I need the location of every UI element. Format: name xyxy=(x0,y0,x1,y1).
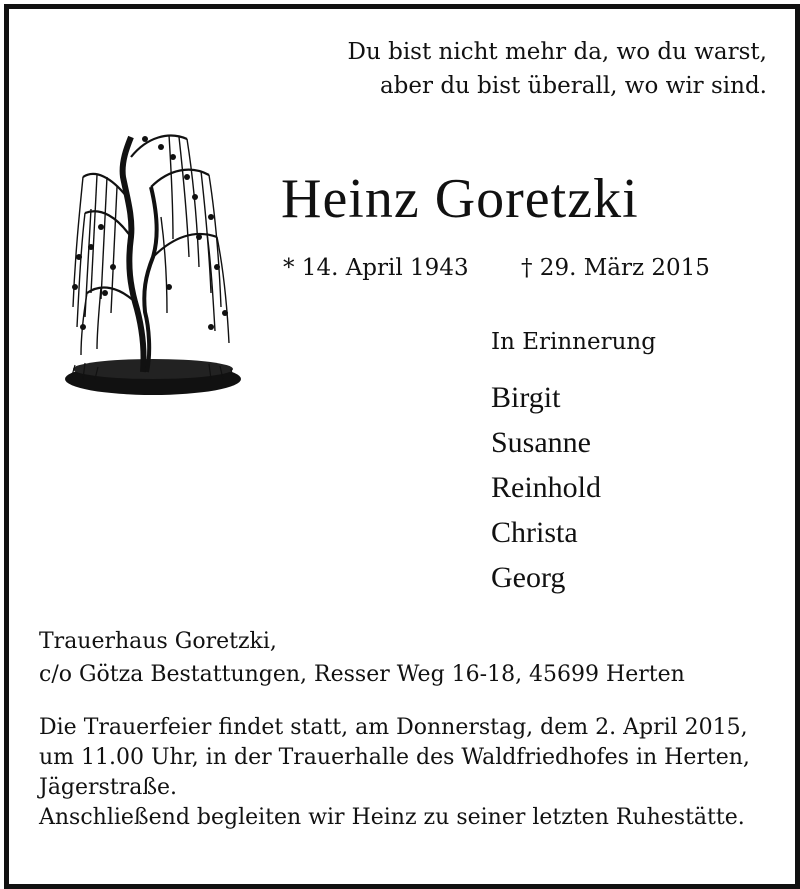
mourner-name: Susanne xyxy=(491,426,591,459)
service-line-4: Anschließend begleiten wir Heinz zu seiner letzten Ruhestätte. xyxy=(39,805,745,830)
obituary-frame xyxy=(4,4,800,889)
memory-label: In Erinnerung xyxy=(491,329,656,355)
service-line-1: Die Trauerfeier findet statt, am Donnerstag, dem 2. April 2015, xyxy=(39,715,748,740)
quote-line-2: aber du bist überall, wo wir sind. xyxy=(379,73,767,99)
death-date: † 29. März 2015 xyxy=(521,255,710,281)
mourner-name: Georg xyxy=(491,561,566,594)
weeping-willow-icon xyxy=(61,117,241,407)
mourner-name: Reinhold xyxy=(491,471,601,504)
mourner-name: Christa xyxy=(491,516,578,549)
funeral-service-info xyxy=(39,713,750,833)
mourning-house-address xyxy=(39,625,685,691)
address-line-2: c/o Götza Bestattungen, Resser Weg 16-18, 45699 Herten xyxy=(39,662,685,687)
mourner-list xyxy=(491,375,601,600)
address-line-1: Trauerhaus Goretzki, xyxy=(39,629,277,654)
memorial-quote xyxy=(348,35,767,103)
quote-line-1: Du bist nicht mehr da, wo du warst, xyxy=(347,39,767,65)
service-line-3: Jägerstraße. xyxy=(39,775,178,800)
service-line-2: um 11.00 Uhr, in der Trauerhalle des Waldfriedhofes in Herten, xyxy=(39,745,750,770)
deceased-name: Heinz Goretzki xyxy=(281,168,639,230)
birth-date: * 14. April 1943 xyxy=(283,255,469,281)
mourner-name: Birgit xyxy=(491,381,561,414)
